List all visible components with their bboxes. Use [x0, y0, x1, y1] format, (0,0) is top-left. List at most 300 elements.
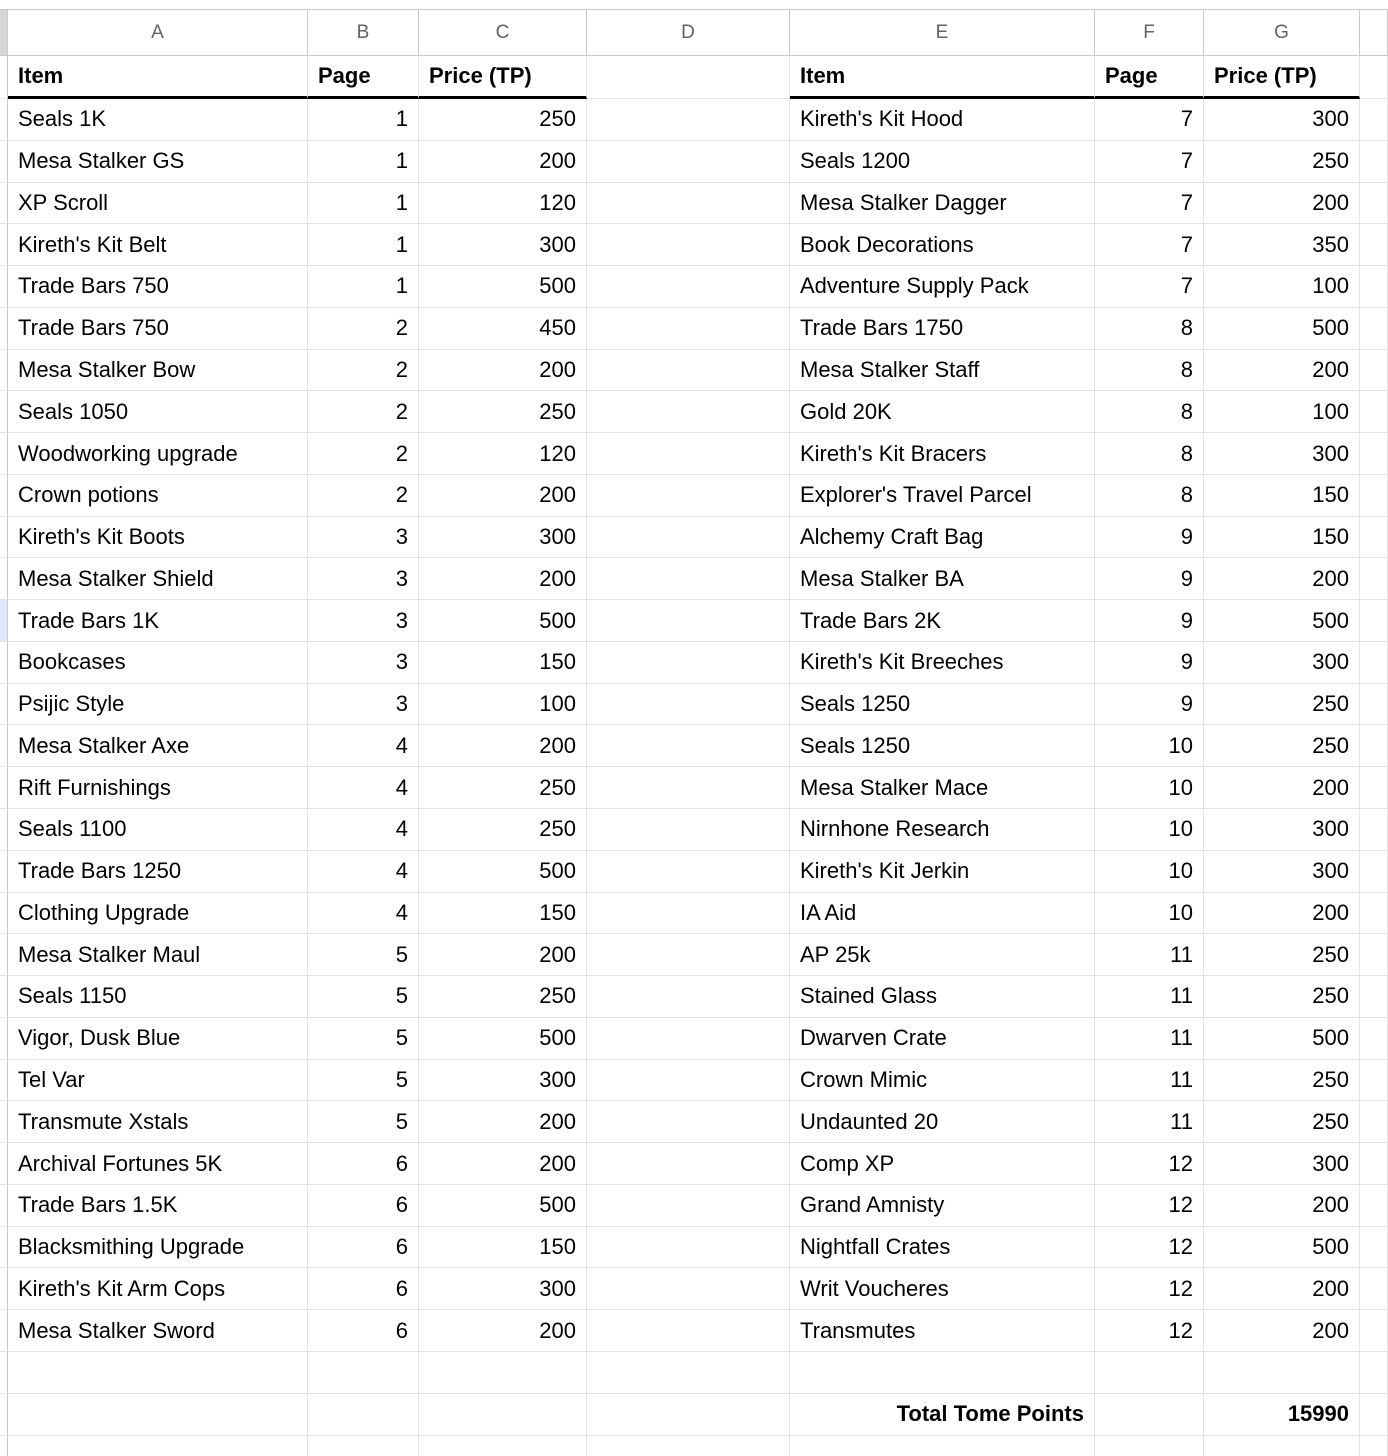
cell-B32[interactable] [308, 1352, 419, 1394]
cell-G16[interactable]: 250 [1204, 684, 1360, 726]
cell-F25[interactable]: 11 [1095, 1060, 1204, 1102]
cell-H21[interactable] [1360, 893, 1388, 935]
cell-E26[interactable]: Undaunted 20 [790, 1101, 1095, 1143]
cell-D27[interactable] [587, 1143, 790, 1185]
cell-H7[interactable] [1360, 308, 1388, 350]
cell-F17[interactable]: 10 [1095, 725, 1204, 767]
cell-B4[interactable]: 1 [308, 183, 419, 225]
cell-H1[interactable] [1360, 56, 1388, 99]
cell-A12[interactable]: Kireth's Kit Boots [8, 517, 308, 559]
cell-B10[interactable]: 2 [308, 433, 419, 475]
cell-E6[interactable]: Adventure Supply Pack [790, 266, 1095, 308]
cell-D12[interactable] [587, 517, 790, 559]
cell-C16[interactable]: 100 [419, 684, 587, 726]
cell-A25[interactable]: Tel Var [8, 1060, 308, 1102]
cell-D22[interactable] [587, 934, 790, 976]
row-sliver-31[interactable] [0, 1310, 8, 1352]
cell-H13[interactable] [1360, 558, 1388, 600]
cell-C2[interactable]: 250 [419, 99, 587, 141]
cell-G7[interactable]: 500 [1204, 308, 1360, 350]
cell-D11[interactable] [587, 475, 790, 517]
cell-F26[interactable]: 11 [1095, 1101, 1204, 1143]
cell-F30[interactable]: 12 [1095, 1268, 1204, 1310]
cell-H5[interactable] [1360, 224, 1388, 266]
cell-F2[interactable]: 7 [1095, 99, 1204, 141]
cell-G8[interactable]: 200 [1204, 350, 1360, 392]
cell-C30[interactable]: 300 [419, 1268, 587, 1310]
cell-C10[interactable]: 120 [419, 433, 587, 475]
cell-C11[interactable]: 200 [419, 475, 587, 517]
cell-A9[interactable]: Seals 1050 [8, 391, 308, 433]
cell-B22[interactable]: 5 [308, 934, 419, 976]
row-sliver-15[interactable] [0, 642, 8, 684]
column-header-B[interactable]: B [308, 10, 419, 55]
row-sliver-25[interactable] [0, 1060, 8, 1102]
cell-E22[interactable]: AP 25k [790, 934, 1095, 976]
cell-H32[interactable] [1360, 1352, 1388, 1394]
row-sliver-33[interactable] [0, 1394, 8, 1436]
cell-B5[interactable]: 1 [308, 224, 419, 266]
column-header-G[interactable]: G [1204, 10, 1360, 55]
cell-B2[interactable]: 1 [308, 99, 419, 141]
cell-D20[interactable] [587, 851, 790, 893]
row-sliver-22[interactable] [0, 934, 8, 976]
row-sliver-27[interactable] [0, 1143, 8, 1185]
cell-D13[interactable] [587, 558, 790, 600]
cell-E5[interactable]: Book Decorations [790, 224, 1095, 266]
cell-B23[interactable]: 5 [308, 976, 419, 1018]
cell-A30[interactable]: Kireth's Kit Arm Cops [8, 1268, 308, 1310]
cell-F11[interactable]: 8 [1095, 475, 1204, 517]
cell-F31[interactable]: 12 [1095, 1310, 1204, 1352]
cell-D21[interactable] [587, 893, 790, 935]
cell-A5[interactable]: Kireth's Kit Belt [8, 224, 308, 266]
cell-B30[interactable]: 6 [308, 1268, 419, 1310]
row-sliver-34[interactable] [0, 1436, 8, 1456]
cell-E13[interactable]: Mesa Stalker BA [790, 558, 1095, 600]
row-sliver-21[interactable] [0, 893, 8, 935]
cell-E29[interactable]: Nightfall Crates [790, 1227, 1095, 1269]
cell-D10[interactable] [587, 433, 790, 475]
cell-E2[interactable]: Kireth's Kit Hood [790, 99, 1095, 141]
cell-B17[interactable]: 4 [308, 725, 419, 767]
cell-A4[interactable]: XP Scroll [8, 183, 308, 225]
cell-B20[interactable]: 4 [308, 851, 419, 893]
cell-G1[interactable]: Price (TP) [1204, 56, 1360, 99]
column-header-F[interactable]: F [1095, 10, 1204, 55]
cell-C14[interactable]: 500 [419, 600, 587, 642]
cell-F21[interactable]: 10 [1095, 893, 1204, 935]
cell-A27[interactable]: Archival Fortunes 5K [8, 1143, 308, 1185]
cell-H11[interactable] [1360, 475, 1388, 517]
cell-A21[interactable]: Clothing Upgrade [8, 893, 308, 935]
cell-D33[interactable] [587, 1394, 790, 1436]
cell-H6[interactable] [1360, 266, 1388, 308]
cell-E19[interactable]: Nirnhone Research [790, 809, 1095, 851]
cell-C20[interactable]: 500 [419, 851, 587, 893]
cell-F32[interactable] [1095, 1352, 1204, 1394]
cell-G32[interactable] [1204, 1352, 1360, 1394]
cell-C12[interactable]: 300 [419, 517, 587, 559]
cell-H18[interactable] [1360, 767, 1388, 809]
cell-E11[interactable]: Explorer's Travel Parcel [790, 475, 1095, 517]
cell-G14[interactable]: 500 [1204, 600, 1360, 642]
cell-A33[interactable] [8, 1394, 308, 1436]
row-sliver-30[interactable] [0, 1268, 8, 1310]
cell-C21[interactable]: 150 [419, 893, 587, 935]
cell-F6[interactable]: 7 [1095, 266, 1204, 308]
cell-G19[interactable]: 300 [1204, 809, 1360, 851]
row-sliver-12[interactable] [0, 517, 8, 559]
row-sliver-29[interactable] [0, 1227, 8, 1269]
cell-C17[interactable]: 200 [419, 725, 587, 767]
cell-F34[interactable] [1095, 1436, 1204, 1456]
cell-B9[interactable]: 2 [308, 391, 419, 433]
cell-E8[interactable]: Mesa Stalker Staff [790, 350, 1095, 392]
cell-F23[interactable]: 11 [1095, 976, 1204, 1018]
cell-F22[interactable]: 11 [1095, 934, 1204, 976]
cell-E12[interactable]: Alchemy Craft Bag [790, 517, 1095, 559]
cell-D19[interactable] [587, 809, 790, 851]
cell-H10[interactable] [1360, 433, 1388, 475]
cell-D17[interactable] [587, 725, 790, 767]
row-sliver-24[interactable] [0, 1018, 8, 1060]
cell-F3[interactable]: 7 [1095, 141, 1204, 183]
cell-D4[interactable] [587, 183, 790, 225]
cell-B26[interactable]: 5 [308, 1101, 419, 1143]
row-sliver-28[interactable] [0, 1185, 8, 1227]
cell-G17[interactable]: 250 [1204, 725, 1360, 767]
cell-D25[interactable] [587, 1060, 790, 1102]
cell-C26[interactable]: 200 [419, 1101, 587, 1143]
cell-A2[interactable]: Seals 1K [8, 99, 308, 141]
cell-H28[interactable] [1360, 1185, 1388, 1227]
cell-A8[interactable]: Mesa Stalker Bow [8, 350, 308, 392]
cell-E17[interactable]: Seals 1250 [790, 725, 1095, 767]
cell-H3[interactable] [1360, 141, 1388, 183]
cell-B12[interactable]: 3 [308, 517, 419, 559]
cell-H9[interactable] [1360, 391, 1388, 433]
cell-G25[interactable]: 250 [1204, 1060, 1360, 1102]
cell-A31[interactable]: Mesa Stalker Sword [8, 1310, 308, 1352]
cell-G6[interactable]: 100 [1204, 266, 1360, 308]
cell-G3[interactable]: 250 [1204, 141, 1360, 183]
cell-D5[interactable] [587, 224, 790, 266]
cell-E16[interactable]: Seals 1250 [790, 684, 1095, 726]
cell-H15[interactable] [1360, 642, 1388, 684]
cell-A19[interactable]: Seals 1100 [8, 809, 308, 851]
cell-G27[interactable]: 300 [1204, 1143, 1360, 1185]
row-sliver-1[interactable] [0, 56, 8, 99]
cell-A18[interactable]: Rift Furnishings [8, 767, 308, 809]
cell-D23[interactable] [587, 976, 790, 1018]
cell-F10[interactable]: 8 [1095, 433, 1204, 475]
cell-A24[interactable]: Vigor, Dusk Blue [8, 1018, 308, 1060]
cell-H12[interactable] [1360, 517, 1388, 559]
cell-G31[interactable]: 200 [1204, 1310, 1360, 1352]
cell-F29[interactable]: 12 [1095, 1227, 1204, 1269]
cell-E23[interactable]: Stained Glass [790, 976, 1095, 1018]
cell-A15[interactable]: Bookcases [8, 642, 308, 684]
cell-D6[interactable] [587, 266, 790, 308]
cell-F7[interactable]: 8 [1095, 308, 1204, 350]
cell-E34[interactable] [790, 1436, 1095, 1456]
row-sliver-8[interactable] [0, 350, 8, 392]
cell-D16[interactable] [587, 684, 790, 726]
row-sliver-13[interactable] [0, 558, 8, 600]
cell-A16[interactable]: Psijic Style [8, 684, 308, 726]
row-sliver-20[interactable] [0, 851, 8, 893]
cell-H17[interactable] [1360, 725, 1388, 767]
cell-E31[interactable]: Transmutes [790, 1310, 1095, 1352]
cell-A1[interactable]: Item [8, 56, 308, 99]
cell-G15[interactable]: 300 [1204, 642, 1360, 684]
cell-F8[interactable]: 8 [1095, 350, 1204, 392]
cell-C13[interactable]: 200 [419, 558, 587, 600]
cell-A3[interactable]: Mesa Stalker GS [8, 141, 308, 183]
cell-H14[interactable] [1360, 600, 1388, 642]
cell-C31[interactable]: 200 [419, 1310, 587, 1352]
cell-B11[interactable]: 2 [308, 475, 419, 517]
row-sliver-32[interactable] [0, 1352, 8, 1394]
cell-E28[interactable]: Grand Amnisty [790, 1185, 1095, 1227]
cell-G24[interactable]: 500 [1204, 1018, 1360, 1060]
cell-B28[interactable]: 6 [308, 1185, 419, 1227]
cell-E14[interactable]: Trade Bars 2K [790, 600, 1095, 642]
cell-C29[interactable]: 150 [419, 1227, 587, 1269]
cell-F20[interactable]: 10 [1095, 851, 1204, 893]
cell-B7[interactable]: 2 [308, 308, 419, 350]
cell-D8[interactable] [587, 350, 790, 392]
column-header-C[interactable]: C [419, 10, 587, 55]
cell-E33[interactable]: Total Tome Points [790, 1394, 1095, 1436]
cell-A17[interactable]: Mesa Stalker Axe [8, 725, 308, 767]
row-sliver-17[interactable] [0, 725, 8, 767]
cell-E9[interactable]: Gold 20K [790, 391, 1095, 433]
cell-A28[interactable]: Trade Bars 1.5K [8, 1185, 308, 1227]
cell-B29[interactable]: 6 [308, 1227, 419, 1269]
cell-D34[interactable] [587, 1436, 790, 1456]
cell-E7[interactable]: Trade Bars 1750 [790, 308, 1095, 350]
cell-D29[interactable] [587, 1227, 790, 1269]
cell-C4[interactable]: 120 [419, 183, 587, 225]
cell-C22[interactable]: 200 [419, 934, 587, 976]
cell-H25[interactable] [1360, 1060, 1388, 1102]
cell-G20[interactable]: 300 [1204, 851, 1360, 893]
cell-F4[interactable]: 7 [1095, 183, 1204, 225]
cell-C5[interactable]: 300 [419, 224, 587, 266]
row-sliver-16[interactable] [0, 684, 8, 726]
cell-A11[interactable]: Crown potions [8, 475, 308, 517]
cell-G30[interactable]: 200 [1204, 1268, 1360, 1310]
row-sliver-4[interactable] [0, 183, 8, 225]
cell-E1[interactable]: Item [790, 56, 1095, 99]
row-sliver-6[interactable] [0, 266, 8, 308]
cell-B33[interactable] [308, 1394, 419, 1436]
cell-A23[interactable]: Seals 1150 [8, 976, 308, 1018]
cell-C1[interactable]: Price (TP) [419, 56, 587, 99]
cell-B34[interactable] [308, 1436, 419, 1456]
cell-H33[interactable] [1360, 1394, 1388, 1436]
cell-F12[interactable]: 9 [1095, 517, 1204, 559]
cell-F14[interactable]: 9 [1095, 600, 1204, 642]
cell-H8[interactable] [1360, 350, 1388, 392]
row-sliver-5[interactable] [0, 224, 8, 266]
cell-G26[interactable]: 250 [1204, 1101, 1360, 1143]
cell-F16[interactable]: 9 [1095, 684, 1204, 726]
cell-H27[interactable] [1360, 1143, 1388, 1185]
cell-D18[interactable] [587, 767, 790, 809]
cell-B18[interactable]: 4 [308, 767, 419, 809]
cell-H22[interactable] [1360, 934, 1388, 976]
row-sliver-26[interactable] [0, 1101, 8, 1143]
cell-G4[interactable]: 200 [1204, 183, 1360, 225]
cell-G34[interactable] [1204, 1436, 1360, 1456]
cell-G29[interactable]: 500 [1204, 1227, 1360, 1269]
cell-A10[interactable]: Woodworking upgrade [8, 433, 308, 475]
cell-E24[interactable]: Dwarven Crate [790, 1018, 1095, 1060]
cell-G10[interactable]: 300 [1204, 433, 1360, 475]
cell-C18[interactable]: 250 [419, 767, 587, 809]
cell-B6[interactable]: 1 [308, 266, 419, 308]
cell-C19[interactable]: 250 [419, 809, 587, 851]
cell-E20[interactable]: Kireth's Kit Jerkin [790, 851, 1095, 893]
cell-C32[interactable] [419, 1352, 587, 1394]
row-sliver-3[interactable] [0, 141, 8, 183]
cell-F27[interactable]: 12 [1095, 1143, 1204, 1185]
cell-E32[interactable] [790, 1352, 1095, 1394]
cell-A14[interactable]: Trade Bars 1K [8, 600, 308, 642]
cell-D32[interactable] [587, 1352, 790, 1394]
cell-C6[interactable]: 500 [419, 266, 587, 308]
cell-C28[interactable]: 500 [419, 1185, 587, 1227]
cell-G11[interactable]: 150 [1204, 475, 1360, 517]
cell-G33[interactable]: 15990 [1204, 1394, 1360, 1436]
row-sliver-14[interactable] [0, 600, 8, 642]
cell-H23[interactable] [1360, 976, 1388, 1018]
cell-D30[interactable] [587, 1268, 790, 1310]
cell-G28[interactable]: 200 [1204, 1185, 1360, 1227]
row-sliver-19[interactable] [0, 809, 8, 851]
cell-H20[interactable] [1360, 851, 1388, 893]
cell-D14[interactable] [587, 600, 790, 642]
cell-D2[interactable] [587, 99, 790, 141]
row-sliver-11[interactable] [0, 475, 8, 517]
cell-D31[interactable] [587, 1310, 790, 1352]
cell-G9[interactable]: 100 [1204, 391, 1360, 433]
row-sliver-18[interactable] [0, 767, 8, 809]
cell-B1[interactable]: Page [308, 56, 419, 99]
cell-F9[interactable]: 8 [1095, 391, 1204, 433]
cell-G2[interactable]: 300 [1204, 99, 1360, 141]
cell-D26[interactable] [587, 1101, 790, 1143]
cell-C33[interactable] [419, 1394, 587, 1436]
cell-G18[interactable]: 200 [1204, 767, 1360, 809]
cell-E15[interactable]: Kireth's Kit Breeches [790, 642, 1095, 684]
cell-H24[interactable] [1360, 1018, 1388, 1060]
cell-G22[interactable]: 250 [1204, 934, 1360, 976]
cell-A34[interactable] [8, 1436, 308, 1456]
row-sliver-23[interactable] [0, 976, 8, 1018]
cell-H4[interactable] [1360, 183, 1388, 225]
cell-B15[interactable]: 3 [308, 642, 419, 684]
row-sliver-7[interactable] [0, 308, 8, 350]
cell-A32[interactable] [8, 1352, 308, 1394]
cell-H16[interactable] [1360, 684, 1388, 726]
cell-G5[interactable]: 350 [1204, 224, 1360, 266]
cell-C34[interactable] [419, 1436, 587, 1456]
cell-G23[interactable]: 250 [1204, 976, 1360, 1018]
cell-C15[interactable]: 150 [419, 642, 587, 684]
cell-A26[interactable]: Transmute Xstals [8, 1101, 308, 1143]
cell-E30[interactable]: Writ Voucheres [790, 1268, 1095, 1310]
cell-C24[interactable]: 500 [419, 1018, 587, 1060]
column-header-E[interactable]: E [790, 10, 1095, 55]
cell-B21[interactable]: 4 [308, 893, 419, 935]
cell-H31[interactable] [1360, 1310, 1388, 1352]
column-header-A[interactable]: A [8, 10, 308, 55]
cell-F18[interactable]: 10 [1095, 767, 1204, 809]
cell-H29[interactable] [1360, 1227, 1388, 1269]
cell-E21[interactable]: IA Aid [790, 893, 1095, 935]
row-sliver-9[interactable] [0, 391, 8, 433]
cell-C9[interactable]: 250 [419, 391, 587, 433]
cell-H34[interactable] [1360, 1436, 1388, 1456]
cell-C23[interactable]: 250 [419, 976, 587, 1018]
cell-A13[interactable]: Mesa Stalker Shield [8, 558, 308, 600]
cell-F33[interactable] [1095, 1394, 1204, 1436]
cell-G21[interactable]: 200 [1204, 893, 1360, 935]
cell-H26[interactable] [1360, 1101, 1388, 1143]
cell-B25[interactable]: 5 [308, 1060, 419, 1102]
cell-B19[interactable]: 4 [308, 809, 419, 851]
cell-C8[interactable]: 200 [419, 350, 587, 392]
cell-E27[interactable]: Comp XP [790, 1143, 1095, 1185]
select-all-corner[interactable] [0, 10, 8, 55]
cell-B8[interactable]: 2 [308, 350, 419, 392]
cell-G13[interactable]: 200 [1204, 558, 1360, 600]
cell-D7[interactable] [587, 308, 790, 350]
cell-H2[interactable] [1360, 99, 1388, 141]
cell-A22[interactable]: Mesa Stalker Maul [8, 934, 308, 976]
cell-D1[interactable] [587, 56, 790, 99]
cell-C3[interactable]: 200 [419, 141, 587, 183]
cell-B31[interactable]: 6 [308, 1310, 419, 1352]
cell-F15[interactable]: 9 [1095, 642, 1204, 684]
cell-B13[interactable]: 3 [308, 558, 419, 600]
row-sliver-2[interactable] [0, 99, 8, 141]
cell-D3[interactable] [587, 141, 790, 183]
cell-F5[interactable]: 7 [1095, 224, 1204, 266]
cell-A29[interactable]: Blacksmithing Upgrade [8, 1227, 308, 1269]
cell-B24[interactable]: 5 [308, 1018, 419, 1060]
cell-C25[interactable]: 300 [419, 1060, 587, 1102]
cell-A7[interactable]: Trade Bars 750 [8, 308, 308, 350]
cell-D28[interactable] [587, 1185, 790, 1227]
cell-G12[interactable]: 150 [1204, 517, 1360, 559]
cell-E4[interactable]: Mesa Stalker Dagger [790, 183, 1095, 225]
cell-D24[interactable] [587, 1018, 790, 1060]
cell-A20[interactable]: Trade Bars 1250 [8, 851, 308, 893]
cell-H30[interactable] [1360, 1268, 1388, 1310]
cell-E10[interactable]: Kireth's Kit Bracers [790, 433, 1095, 475]
cell-F24[interactable]: 11 [1095, 1018, 1204, 1060]
cell-B3[interactable]: 1 [308, 141, 419, 183]
cell-C7[interactable]: 450 [419, 308, 587, 350]
column-header-D[interactable]: D [587, 10, 790, 55]
cell-E3[interactable]: Seals 1200 [790, 141, 1095, 183]
cell-D9[interactable] [587, 391, 790, 433]
